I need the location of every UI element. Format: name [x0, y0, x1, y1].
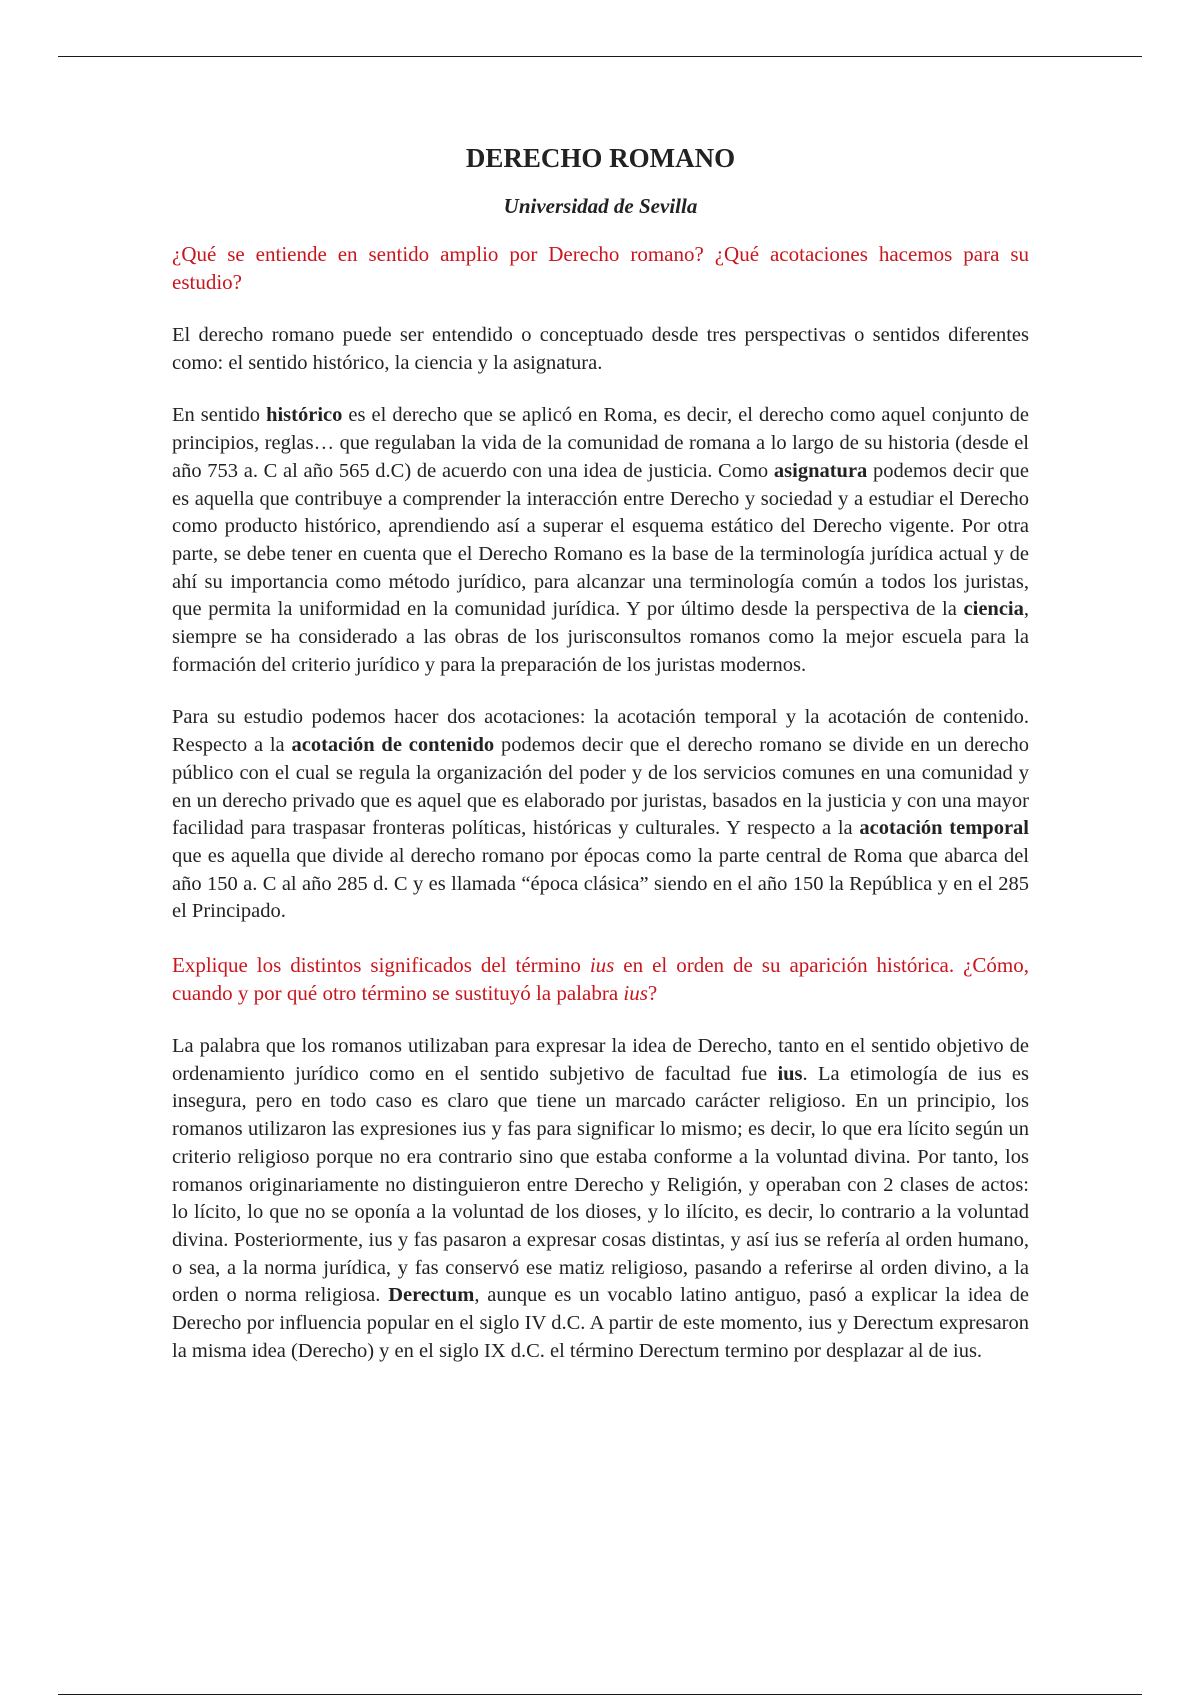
top-rule: [58, 56, 1142, 57]
bottom-rule: [58, 1694, 1142, 1695]
term-derectum: Derectum: [388, 1284, 475, 1307]
question-1: [172, 240, 1029, 296]
term-asignatura: asignatura: [773, 459, 868, 482]
term-ius-italic: ius: [589, 953, 615, 978]
term-ciencia: ciencia: [963, 598, 1024, 621]
paragraph-3-text: podemos decir que el derecho romano se divide en un derecho público con el cual se regula la organización del poder y de los servicios comunes en una comunidad y en un derecho privado que es aquel que es elaborado por juristas, basados en la justicia y con una mayor facilidad para traspasar fronteras políticas, históricas y culturales. Y respecto a la: [172, 734, 1030, 840]
paragraph-4: [172, 1033, 1029, 1365]
paragraph-2-text: es el derecho que se aplicó en Roma, es decir, el derecho como aquel conjunto de principios, reglas… que regulaban la vida de la comunidad de romana a lo largo de su historia (desde el año 753 a. C al año 565 d.C) de acuerdo con una idea de justicia. Como: [172, 404, 1029, 482]
term-ius: ius: [777, 1062, 803, 1085]
paragraph-1-text: El derecho romano puede ser entendido o conceptuado desde tres perspectivas o sentidos diferentes como: el sentido histórico, la ciencia y la asignatura.: [172, 324, 1029, 374]
paragraph-1: [172, 322, 1029, 377]
paragraph-4-text: , aunque es un vocablo latino antiguo, pasó a explicar la idea de Derecho por influencia popular en el siglo IV d.C. A partir de este momento, ius y Derectum expresaron la misma idea (Derecho) y en el siglo IX d.C. el término Derectum termino por desplazar al de ius.: [172, 1284, 1029, 1362]
question-2-text: Explique los distintos significados del término: [172, 953, 590, 978]
document-title: DERECHO ROMANO: [465, 143, 736, 173]
document-body: [172, 140, 1029, 1391]
paragraph-2-text: En sentido: [172, 404, 267, 427]
term-historico: histórico: [266, 404, 343, 427]
paragraph-4-text: La palabra que los romanos utilizaban para expresar la idea de Derecho, tanto en el sentido objetivo de ordenamiento jurídico como en el sentido subjetivo de facultad fue: [172, 1035, 1029, 1085]
paragraph-2: [172, 402, 1029, 679]
paragraph-3: [172, 704, 1029, 926]
paragraph-3-text: Para su estudio podemos hacer dos acotaciones: la acotación temporal y la acotación de contenido. Respecto a la: [172, 706, 1029, 757]
question-2-text: ?: [647, 981, 658, 1006]
question-1-text: ¿Qué se entiende en sentido amplio por Derecho romano? ¿Qué acotaciones hacemos para su estudio?: [172, 242, 1029, 294]
paragraph-4-text: . La etimología de ius es insegura, pero en todo caso es claro que tiene un marcado carácter religioso. En un principio, los romanos utilizaron las expresiones ius y fas para significar lo mismo; es decir, lo que era lícito según un criterio religioso porque no era contrario sino que estaba conforme a la voluntad divina. Por tanto, los romanos originariamente no distinguieron entre Derecho y Religión, y operaban con 2 clases de actos: lo lícito, lo que no se oponía a la voluntad de los dioses, y lo ilícito, es decir, lo contrario a la voluntad divina. Posteriormente, ius y fas pasaron a expresar cosas distintas, y así ius se refería al orden humano, o sea, a la norma jurídica, y fas conservó ese matiz religioso, pasando a referirse al orden divino, a la orden o norma religiosa.: [172, 1062, 1029, 1307]
document-subtitle: Universidad de Sevilla: [503, 194, 698, 218]
term-acotacion-contenido: acotación de contenido: [291, 734, 495, 757]
question-2-text: en el orden de su aparición histórica. ¿Cómo, cuando y por qué otro término se sustituyó la palabra: [172, 953, 1029, 1006]
paragraph-2-text: podemos decir que es aquella que contribuye a comprender la interacción entre Derecho y sociedad y a estudiar el Derecho como producto histórico, aprendiendo así a superar el esquema estático del Derecho vigente. Por otra parte, se debe tener en cuenta que el Derecho Romano es la base de la terminología jurídica actual y de ahí su importancia como método jurídico, para alcanzar una terminología común a todos los juristas, que permita la uniformidad en la comunidad jurídica. Y por último desde la perspectiva de la: [172, 459, 1029, 621]
paragraph-3-text: que es aquella que divide al derecho romano por épocas como la parte central de Roma que abarca del año 150 a. C al año 285 d. C y es llamada “época clásica” siendo en el año 150 la República y en el 285 el Principado.: [172, 844, 1029, 923]
term-ius-italic: ius: [623, 981, 648, 1006]
paragraph-2-text: , siempre se ha considerado a las obras de los jurisconsultos romanos como la mejor escuela para la formación del criterio jurídico y para la preparación de los juristas modernos.: [172, 598, 1029, 676]
term-acotacion-temporal: acotación temporal: [859, 817, 1029, 840]
question-2: [172, 951, 1029, 1007]
